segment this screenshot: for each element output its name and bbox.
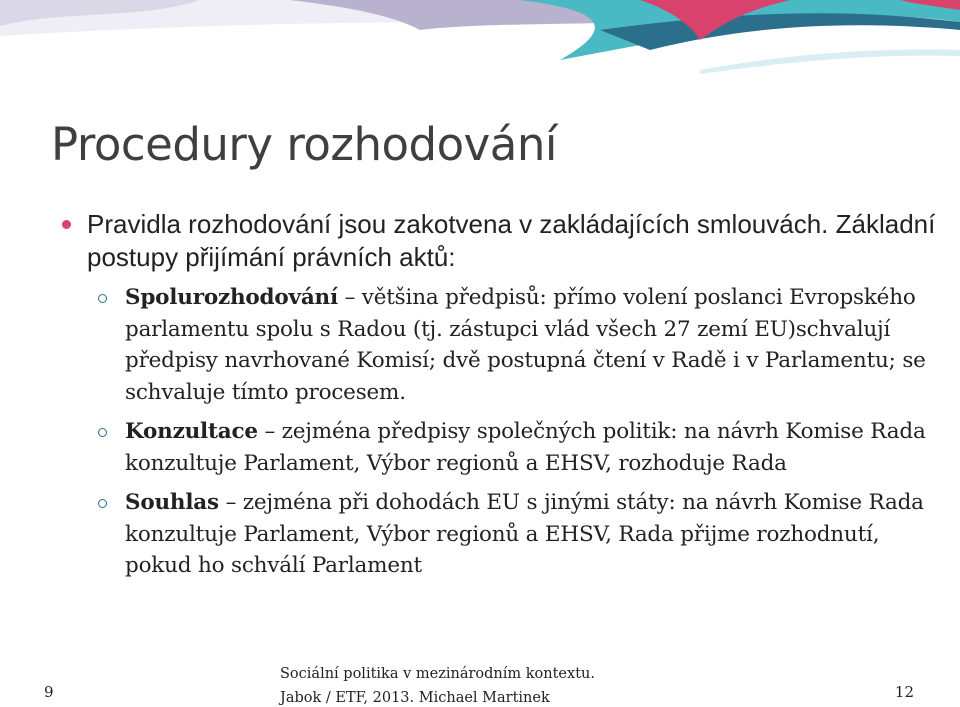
intro-text: Pravidla rozhodování jsou zakotvena v zakládajících smlouvách. Základní postupy přijímání právních aktů: [87,209,936,272]
item-term: Konzultace [125,419,258,444]
slide-content [60,208,940,582]
slide-title: Procedury rozhodování [51,118,557,171]
slide-number-left: 9 [44,683,54,701]
item-text: – zejména předpisy společných politik: na návrh Komise Rada konzultuje Parlament, Výbor regionů a EHSV, rozhoduje Rada [125,419,926,476]
item-text: – zejména při dohodách EU s jinými státy: na návrh Komise Rada konzultuje Parlament, Výbor regionů a EHSV, Rada přijme rozhodnutí, pokud ho schválí Parlament [125,490,924,578]
item-text: – většina předpisů: přímo volení poslanci Evropského parlamentu spolu s Radou (tj. zástupci vlád všech 27 zemí EU)schvalují předpisy navrhované Komisí; dvě postupná čtení v Radě i v Parlamentu; se schvaluje tímto procesem. [125,285,926,405]
list-item [98,416,940,479]
item-term: Spolurozhodování [125,285,338,310]
item-term: Souhlas [125,490,219,515]
intro-bullet [60,208,940,274]
footer-line2: Jabok / ETF, 2013. Michael Martinek [280,690,550,706]
list-item [98,282,940,408]
header-decoration [0,0,960,80]
footer-line1: Sociální politika v mezinárodním kontextu. [280,666,595,682]
slide-number-right: 12 [894,683,914,701]
footer [280,662,595,707]
list-item [98,487,940,582]
